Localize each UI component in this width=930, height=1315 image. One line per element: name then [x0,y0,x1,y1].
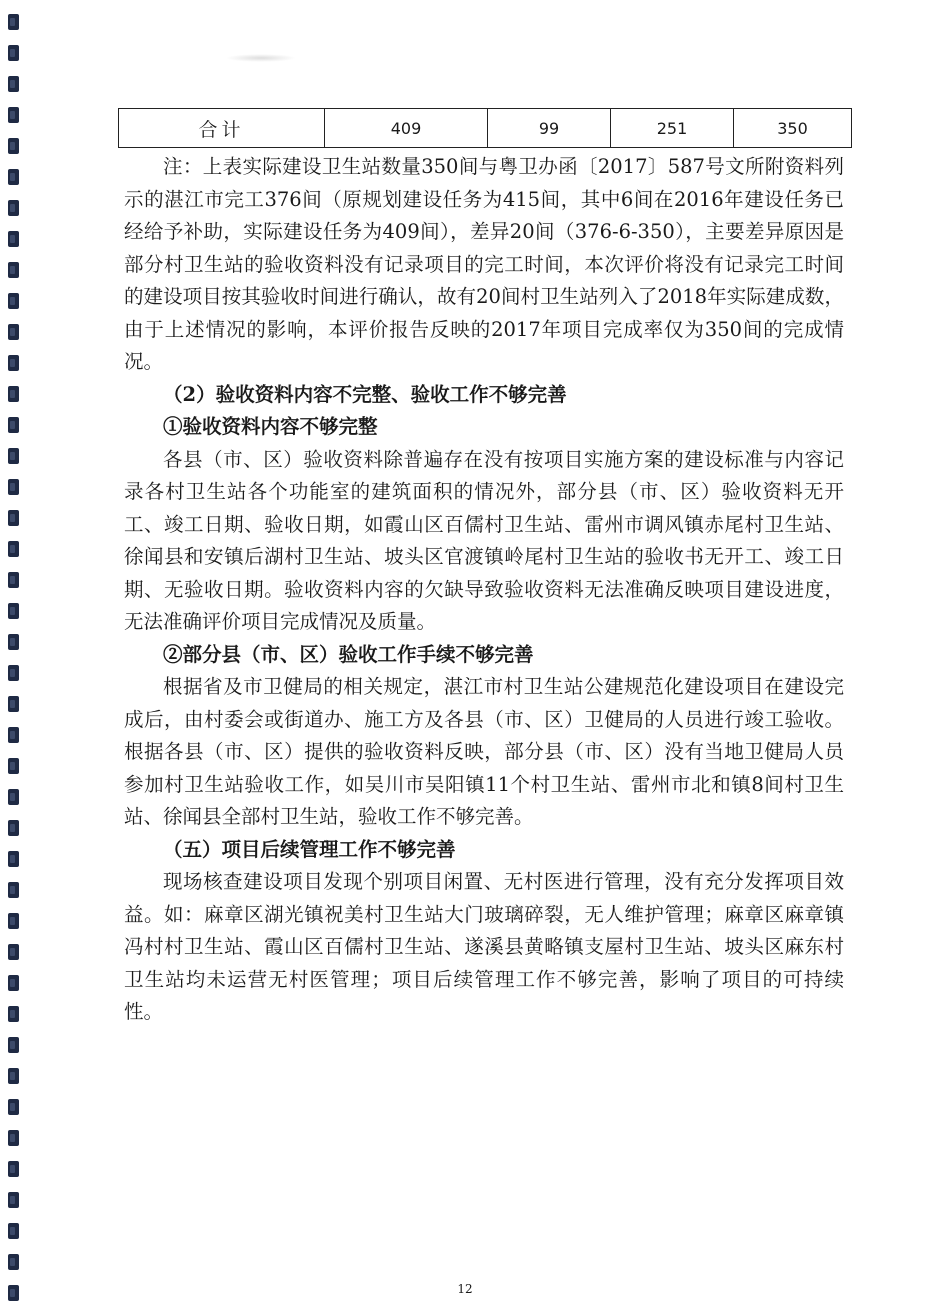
binding-hole [8,882,19,898]
binding-hole [8,820,19,836]
document-body [124,151,844,1029]
binding-hole [8,169,19,185]
binding-hole [8,913,19,929]
binding-hole [8,851,19,867]
binding-hole [8,1161,19,1177]
page-number: 12 [457,1282,473,1296]
subheading-1: ①验收资料内容不够完整 [163,415,378,438]
binding-hole [8,355,19,371]
body-paragraph-2: 根据省及市卫健局的相关规定，湛江市村卫生站公建规范化建设项目在建设完成后，由村委会或街道办、施工方及各县（市、区）卫健局的人员进行竣工验收。根据各县（市、区）提供的验收资料反映，部分县（市、区）没有当地卫健局人员参加村卫生站验收工作，如吴川市吴阳镇11个村卫生站、雷州市北和镇8间村卫生站、徐闻县全部村卫生站，验收工作不够完善。 [124,675,844,828]
binding-hole [8,262,19,278]
binding-hole [8,1223,19,1239]
binding-hole [8,944,19,960]
total-label-cell: 合计 [119,109,325,148]
table-row [119,109,852,148]
binding-hole [8,14,19,30]
binding-hole [8,789,19,805]
binding-hole [8,1130,19,1146]
binding-hole [8,107,19,123]
binding-hole [8,541,19,557]
binding-hole [8,696,19,712]
binding-hole [8,76,19,92]
body-paragraph-3: 现场核查建设项目发现个别项目闲置、无村医进行管理，没有充分发挥项目效益。如：麻章区湖光镇祝美村卫生站大门玻璃碎裂，无人维护管理；麻章区麻章镇冯村村卫生站、霞山区百儒村卫生站、遂溪县黄略镇支屋村卫生站、坡头区麻东村卫生站均未运营无村医管理；项目后续管理工作不够完善，影响了项目的可持续性。 [124,870,844,1023]
binding-hole [8,417,19,433]
binding-hole [8,634,19,650]
binding-hole [8,324,19,340]
subheading-2: ②部分县（市、区）验收工作手续不够完善 [163,642,534,666]
value-cell: 350 [734,109,852,148]
binding-hole [8,727,19,743]
body-paragraph-1: 各县（市、区）验收资料除普遍存在没有按项目实施方案的建设标准与内容记录各村卫生站各个功能室的建筑面积的情况外，部分县（市、区）验收资料无开工、竣工日期、验收日期，如霞山区百儒村卫生站、雷州市调风镇赤尾村卫生站、徐闻县和安镇后湖村卫生站、坡头区官渡镇岭尾村卫生站的验收书无开工、竣工日期、无验收日期。验收资料内容的欠缺导致验收资料无法准确反映项目建设进度，无法准确评价项目完成情况及质量。 [124,447,844,633]
binding-hole [8,1254,19,1270]
binding-hole [8,386,19,402]
value-cell: 251 [611,109,734,148]
note-paragraph: 注：上表实际建设卫生站数量350间与粤卫办函〔2017〕587号文所附资料列示的湛江市完工376间（原规划建设任务为415间，其中6间在2016年建设任务已经给予补助，实际建设任务为409间），差异20间（376-6-350），主要差异原因是部分村卫生站的验收资料没有记录项目的完工时间，本次评价将没有记录完工时间的建设项目按其验收时间进行确认，故有20间村卫生站列入了2018年实际建成数，由于上述情况的影响，本评价报告反映的2017年项目完成率仅为350间的完成情况。 [124,155,844,373]
binding-hole [8,758,19,774]
value-cell: 99 [488,109,611,148]
spiral-binding [0,0,30,1315]
binding-hole [8,231,19,247]
binding-hole [8,510,19,526]
binding-hole [8,200,19,216]
binding-hole [8,1037,19,1053]
binding-hole [8,479,19,495]
value-cell: 409 [325,109,488,148]
binding-hole [8,45,19,61]
section-heading-5: （五）项目后续管理工作不够完善 [163,837,456,861]
binding-hole [8,138,19,154]
binding-hole [8,603,19,619]
binding-hole [8,1099,19,1115]
summary-table [118,108,852,148]
binding-hole [8,572,19,588]
binding-hole [8,448,19,464]
section-heading-2: （2）验收资料内容不完整、验收工作不够完善 [163,382,567,406]
binding-hole [8,1006,19,1022]
binding-hole [8,665,19,681]
scan-smudge [226,54,296,62]
binding-hole [8,975,19,991]
binding-hole [8,293,19,309]
binding-hole [8,1192,19,1208]
binding-hole [8,1068,19,1084]
